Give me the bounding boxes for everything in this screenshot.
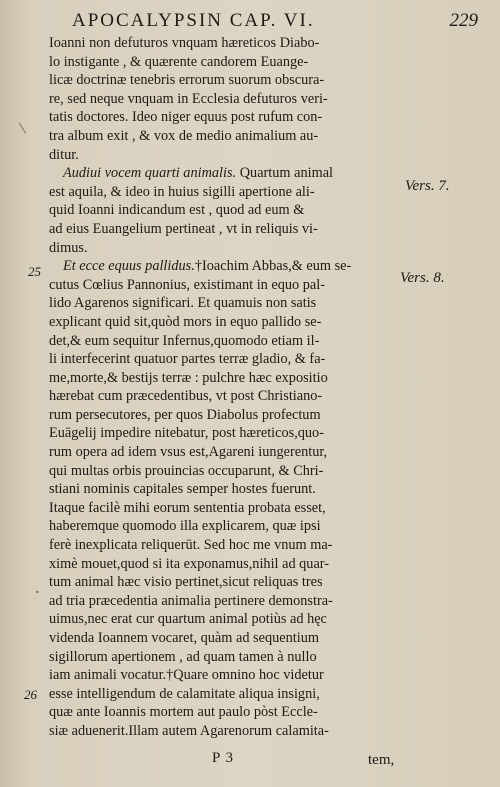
text-line: qui multas orbis prouincias occuparunt, & Chri- — [49, 462, 324, 479]
text-line: Et ecce equus pallidus.†Ioachim Abbas,& eum se- — [63, 258, 352, 275]
text-line: quæ ante Ioannis mortem aut paulo pòst Eccle- — [49, 704, 318, 721]
text-line: sigillorum apertionem , ad quam tamen à nullo — [49, 648, 317, 665]
text-line: rum opera ad idem vsus est,Agareni iungerentur, — [49, 444, 328, 461]
catchword: tem, — [368, 752, 395, 768]
text-line: ferè inexplicata reliquerūt. Sed hoc me vnum ma- — [49, 537, 333, 554]
text-line: li interfecerint quatuor partes terræ gladio, & fa- — [49, 351, 326, 368]
text-line: licæ doctrinæ tenebris errorum suorum obscura- — [49, 72, 325, 89]
text-line: uimus,nec erat cur quartum animal potiùs ad hęc — [49, 611, 327, 628]
text-line: videnda Ioannem vocaret, quàm ad sequentium — [49, 630, 319, 646]
text-line: explicant quid sit,quòd mors in equo pallido se- — [49, 313, 322, 330]
text-line: lido Agarenos significari. Et quamuis non satis — [49, 295, 317, 312]
text-line: Ioanni non defuturos vnquam hæreticos Diabo- — [49, 35, 320, 51]
text-line: cutus Cœlius Pannonius, existimant in equo pal- — [49, 276, 325, 293]
text-line: stiani nominis capitales semper hostes fuerunt. — [49, 481, 316, 498]
page-number: 229 — [449, 10, 478, 31]
text-line: esse intelligendum de calamitate aliqua insigni, — [49, 685, 320, 702]
margin-number-26: 26 — [24, 687, 37, 702]
running-head: APOCALYPSIN CAP. VI. — [72, 10, 315, 31]
body-text — [49, 34, 395, 741]
text-line: ad eius Euangelium pertineat , vt in reliquis vi- — [49, 220, 318, 237]
text-line: lo instigante , & quærente candorem Euange- — [49, 53, 309, 70]
text-line: ditur. — [49, 146, 79, 163]
text-line: tum animal hæc visio pertinet,sicut reliquas tres — [49, 574, 323, 591]
text-line: re, sed neque vnquam in Ecclesia defuturos veri- — [49, 90, 328, 107]
pencil-mark: . — [35, 577, 40, 597]
text-line: iam animali vocatur.†Quare omnino hoc videtur — [49, 667, 324, 684]
text-line: siæ aduenerit.Illam autem Agarenorum calamita- — [49, 722, 329, 739]
margin-ref-verse-7: Vers. 7. — [405, 178, 450, 194]
margin-number-25: 25 — [28, 264, 41, 279]
text-line: me,morte,& bestijs terræ : pulchre hæc expositio — [49, 369, 328, 386]
text-line: Itaque facilè mihi eorum sententia probata esset, — [49, 499, 326, 516]
text-line: tatis doctores. Ideo niger equus post rufum con- — [49, 109, 323, 126]
text-line: quid Ioanni indicandum est , quod ad eum & — [49, 202, 305, 219]
text-line: ximè mouet,quod si ita exponamus,nihil ad quar- — [49, 555, 330, 572]
margin-ref-verse-8: Vers. 8. — [400, 270, 445, 286]
text-line: haberemque quomodo illa explicarem, quæ ipsi — [49, 518, 321, 535]
text-line: ad tria præcedentia animalia pertinere demonstra- — [49, 592, 333, 609]
text-line: est aquila, & ideo in huius sigilli apertione ali- — [49, 183, 315, 200]
text-line: Euāgelij impedire nitebatur, post hæreticos,quo- — [49, 425, 324, 442]
text-line: rum persecutores, per quos Diabolus profectum — [49, 406, 321, 423]
text-line: tra album exit , & vox de medio animalium au- — [49, 127, 319, 144]
signature-mark: P 3 — [212, 750, 235, 766]
text-line: Audiui vocem quarti animalis. Quartum animal — [63, 165, 334, 182]
text-line: det,& eum sequitur Infernus,quomodo etiam il- — [49, 332, 320, 349]
text-line: hærebat cum præcedentibus, vt post Christiano- — [49, 388, 323, 405]
pencil-mark: \ — [17, 117, 27, 139]
text-line: dimus. — [49, 239, 88, 256]
